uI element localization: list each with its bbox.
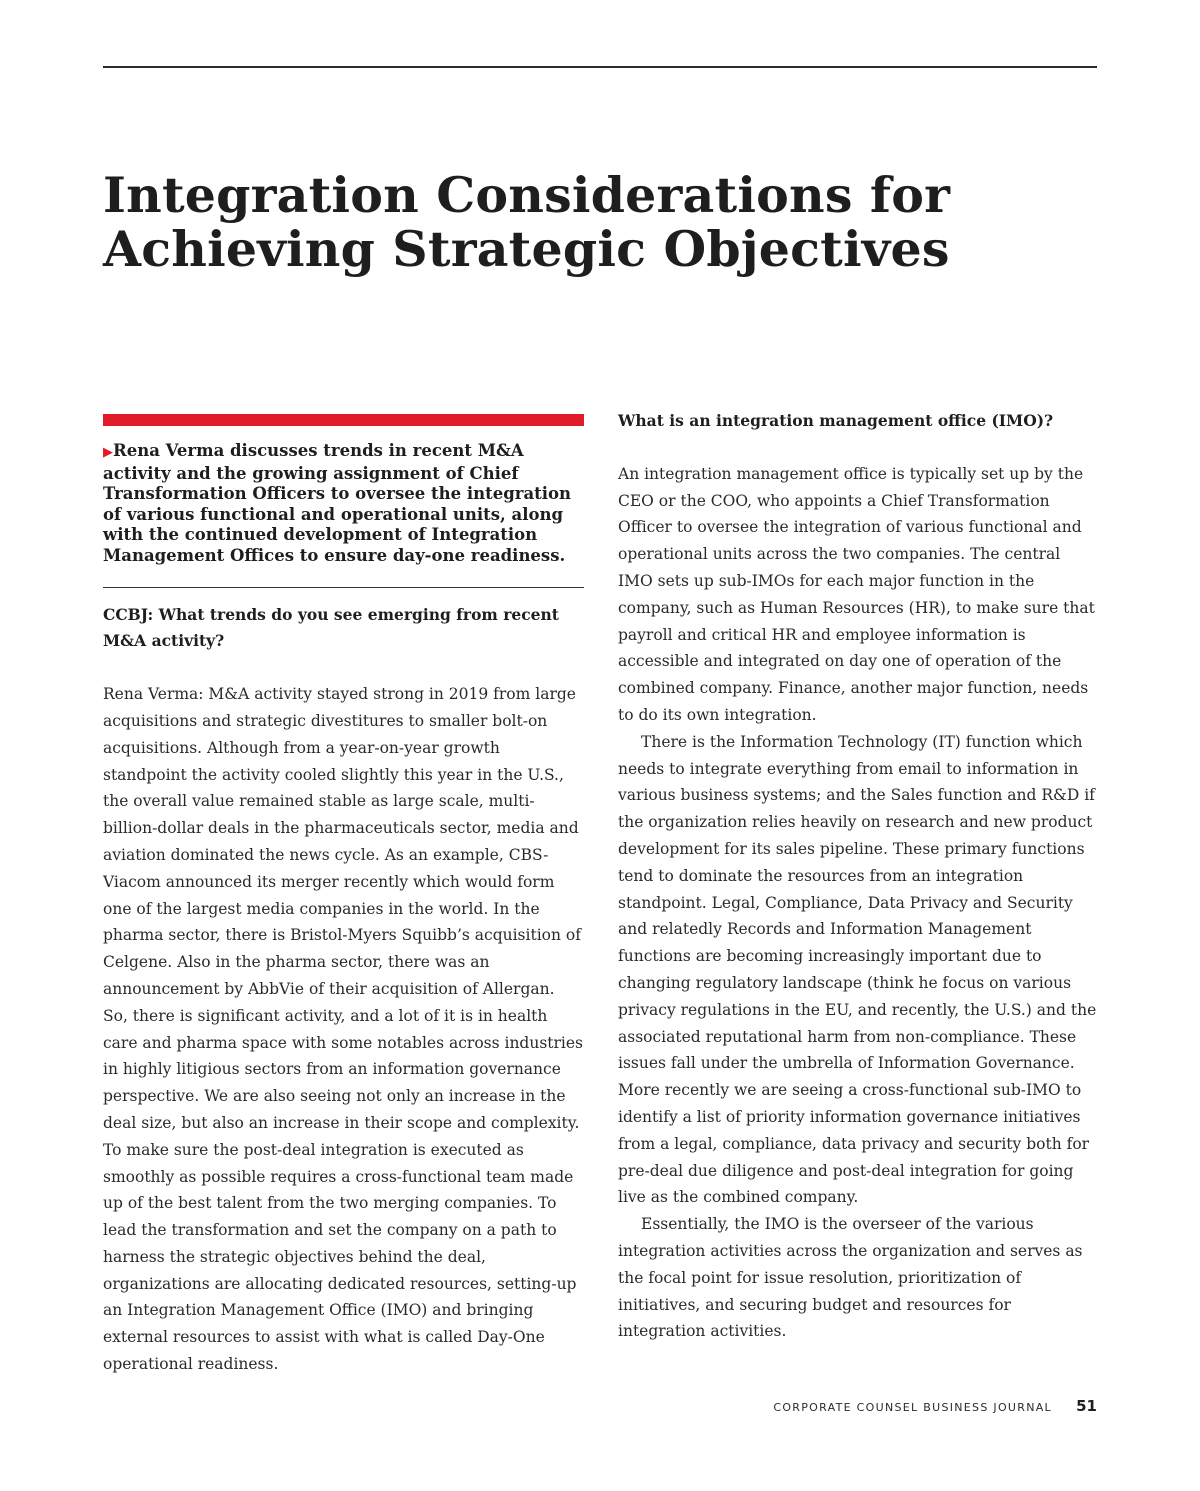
right-column: [618, 408, 1099, 1345]
answer-paragraph: Essentially, the IMO is the overseer of the various integration activities across the organization and serves as the focal point for issue resolution, prioritization of initiatives, and securing budget and resources for integration activities.: [618, 1215, 1083, 1341]
left-column: [103, 414, 584, 1378]
title-line-2: Achieving Strategic Objectives: [103, 220, 950, 278]
journal-name: CORPORATE COUNSEL BUSINESS JOURNAL: [773, 1401, 1052, 1414]
triangle-marker-icon: ▶: [103, 445, 113, 460]
title-line-1: Integration Considerations for: [103, 166, 951, 224]
article-deck: [103, 441, 584, 567]
answer-paragraph: There is the Information Technology (IT) function which needs to integrate everything from email to information in various business systems; and the Sales function and R&D if the organization relies heavily on research and new product development for its sales pipeline. These primary functions tend to dominate the resources from an integration standpoint. Legal, Compliance, Data Privacy and Security and relatedly Records and Information Management functions are becoming increasingly important due to changing regulatory landscape (think he focus on various privacy regulations in the EU, and recently, the U.S.) and the associated reputational harm from non-compliance. These issues fall under the umbrella of Information Governance. More recently we are seeing a cross-functional sub-IMO to identify a list of priority information governance initiatives from a legal, compliance, data privacy and security both for pre-deal due diligence and post-deal integration for going live as the combined company.: [618, 732, 1097, 1207]
deck-text: Rena Verma discusses trends in recent M&A activity and the growing assignment of Chief Transformation Officers to oversee the integration of various functional and operational units, along with the continued development of Integration Management Offices to ensure day-one readiness.: [103, 441, 572, 565]
interview-question: What is an integration management office (IMO)?: [618, 411, 1054, 430]
interview-answer: Rena Verma: M&A activity stayed strong in 2019 from large acquisitions and strategic divestitures to smaller bolt-on acquisitions. Although from a year-on-year growth standpoint the activity cooled slightly this year in the U.S., the overall value remained stable as large scale, multi-billion-dollar deals in the pharmaceuticals sector, media and aviation dominated the news cycle. As an example, CBS-Viacom announced its merger recently which would form one of the largest media companies in the world. In the pharma sector, there is Bristol-Myers Squibb’s acquisition of Celgene. Also in the pharma sector, there was an announcement by AbbVie of their acquisition of Allergan. So, there is significant activity, and a lot of it is in health care and pharma space with some notables across industries in highly litigious sectors from an information governance perspective. We are also seeing not only an increase in the deal size, but also an increase in their scope and complexity. To make sure the post-deal integration is executed as smoothly as possible requires a cross-functional team made up of the best talent from the two merging companies. To lead the transformation and set the company on a path to harness the strategic objectives behind the deal, organizations are allocating dedicated resources, setting-up an Integration Management Office (IMO) and bringing external resources to assist with what is called Day-One operational readiness.: [103, 685, 584, 1374]
interview-question: CCBJ: What trends do you see emerging from recent M&A activity?: [103, 604, 559, 651]
answer-paragraph: An integration management office is typically set up by the CEO or the COO, who appoints a Chief Transformation Officer to oversee the integration of various functional and operational units across the two companies. The central IMO sets up sub-IMOs for each major function in the company, such as Human Resources (HR), to make sure that payroll and critical HR and employee information is accessible and integrated on day one of operation of the combined company. Finance, another major function, needs to do its own integration.: [618, 464, 1095, 724]
article-title: [103, 168, 1103, 276]
section-divider: [103, 587, 584, 588]
accent-bar: [103, 414, 584, 426]
top-rule: [103, 66, 1097, 68]
page-number: 51: [1076, 1397, 1097, 1415]
